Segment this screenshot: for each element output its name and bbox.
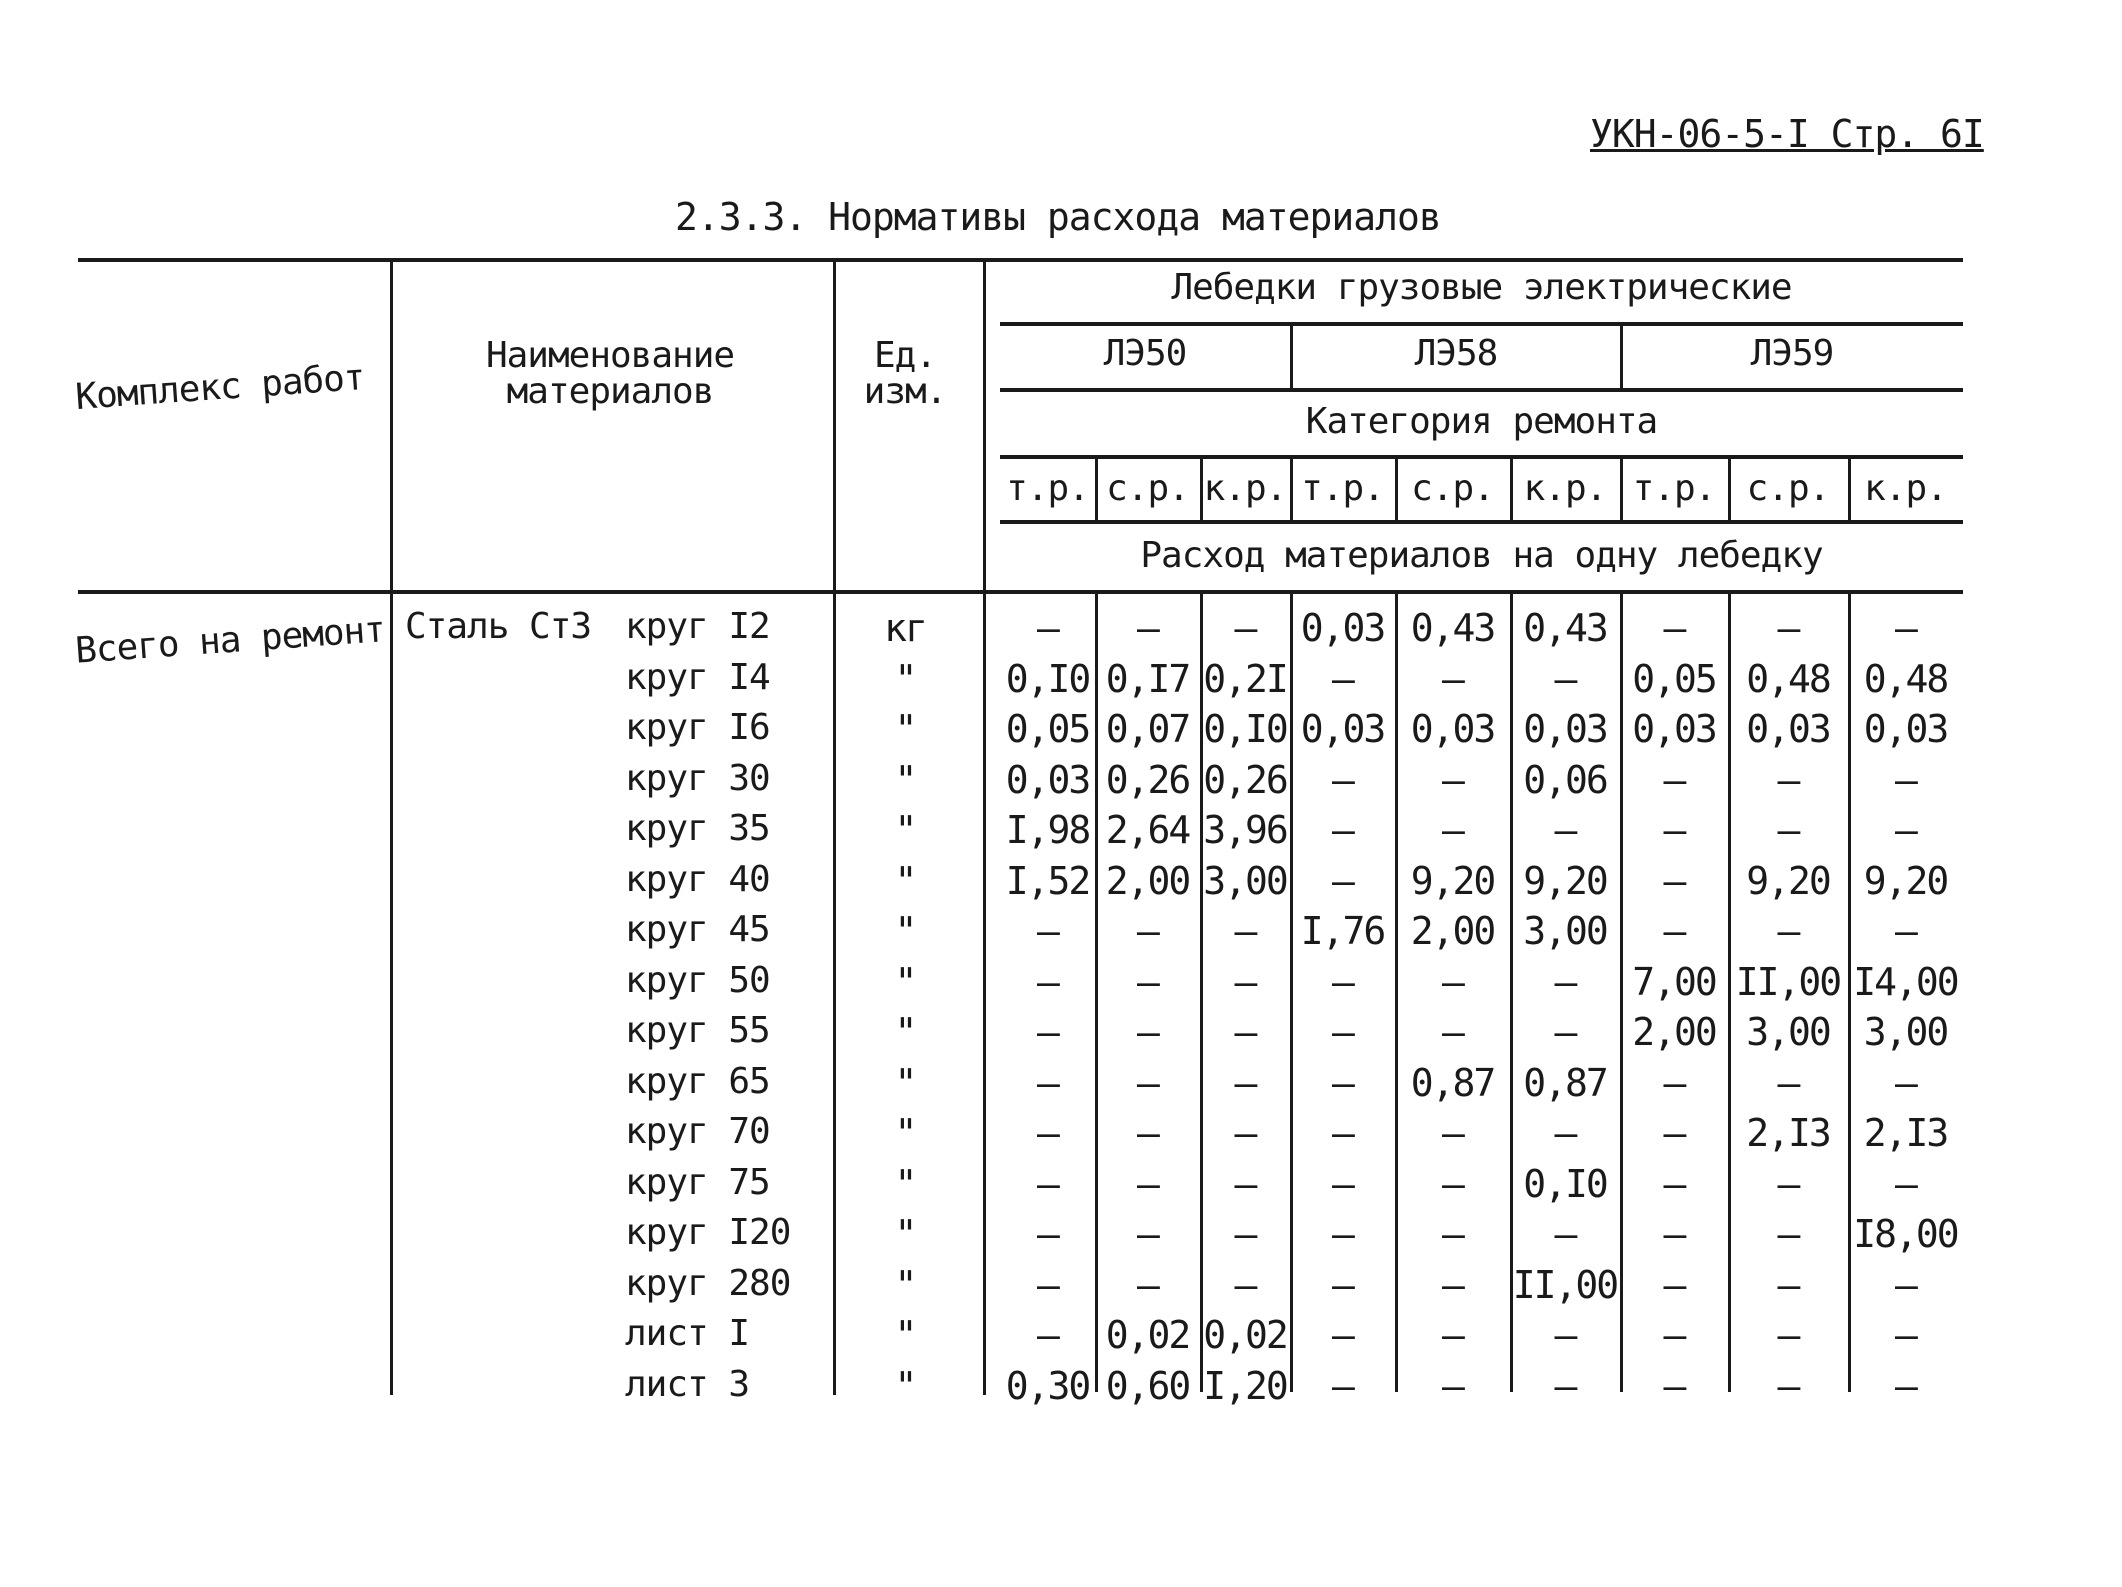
value-cell: – xyxy=(1895,1313,1916,1357)
value-cell: I4,00 xyxy=(1853,959,1958,1004)
value-cell: – xyxy=(1442,808,1463,852)
value-cell: 0,03 xyxy=(1005,757,1090,802)
row-unit: " xyxy=(894,808,916,852)
value-cell: 2,I3 xyxy=(1746,1111,1830,1155)
value-cell: 0,03 xyxy=(1746,707,1830,751)
document-reference: УКН-06-5-I Стр. 6I xyxy=(1590,112,1984,156)
row-item-label: круг 65 xyxy=(625,1060,770,1102)
value-cell: 2,00 xyxy=(1410,909,1495,953)
value-cell: 7,00 xyxy=(1632,959,1716,1004)
header-model-le58: ЛЭ58 xyxy=(1414,333,1498,374)
value-cell: 0,30 xyxy=(1005,1363,1090,1408)
row-item-label: круг 55 xyxy=(625,1010,770,1051)
value-cell: – xyxy=(1895,1161,1916,1206)
row-unit: " xyxy=(894,1262,916,1307)
value-cell: – xyxy=(1442,959,1463,1004)
value-cell: – xyxy=(1137,1161,1158,1206)
value-cell: – xyxy=(1234,1111,1256,1155)
value-cell: – xyxy=(1777,808,1799,852)
value-cell: – xyxy=(1234,606,1256,650)
subcols-top-rule xyxy=(1000,455,1963,459)
subcol-header-5: к.р. xyxy=(1523,468,1607,509)
subcols-bottom-rule xyxy=(1000,520,1963,524)
value-cell: – xyxy=(1037,1161,1058,1206)
subcol-sep-8 xyxy=(1848,457,1851,520)
value-cell: – xyxy=(1234,1212,1256,1256)
value-cell: – xyxy=(1777,606,1799,650)
value-cell: – xyxy=(1895,909,1916,953)
category-rule xyxy=(1000,388,1963,392)
subcol-sep-5 xyxy=(1510,457,1513,520)
value-cell: 2,00 xyxy=(1105,858,1190,903)
value-cell: – xyxy=(1442,1212,1463,1256)
value-cell: 2,64 xyxy=(1105,808,1190,852)
header-unit-line2: изм. xyxy=(863,371,947,412)
value-cell: 0,03 xyxy=(1863,707,1948,751)
value-cell: – xyxy=(1554,959,1576,1004)
row-item-label: круг 35 xyxy=(625,808,770,849)
value-cell: 3,00 xyxy=(1523,909,1607,953)
models-rule xyxy=(1000,322,1963,326)
value-cell: – xyxy=(1137,959,1158,1004)
header-category: Категория ремонта xyxy=(1305,401,1658,442)
row-unit: " xyxy=(894,1111,916,1155)
value-cell: – xyxy=(1037,959,1058,1004)
value-cell: – xyxy=(1442,1363,1463,1408)
value-cell: – xyxy=(1137,909,1158,953)
value-cell: – xyxy=(1037,1010,1058,1054)
value-cell: 0,26 xyxy=(1105,757,1190,802)
row-item-label: круг 280 xyxy=(625,1262,791,1304)
row-group-material: Сталь Ст3 xyxy=(405,606,592,647)
value-cell: 0,02 xyxy=(1203,1313,1287,1357)
header-group: Лебедки грузовые электрические xyxy=(1171,267,1792,308)
value-cell: – xyxy=(1332,1313,1353,1357)
value-cell: – xyxy=(1332,959,1353,1004)
row-item-label: круг I20 xyxy=(625,1212,791,1253)
value-cell: 3,00 xyxy=(1863,1010,1948,1054)
row-unit: " xyxy=(894,1363,916,1408)
value-cell: – xyxy=(1442,757,1463,802)
value-cell: 3,00 xyxy=(1203,858,1287,903)
col-sep-material xyxy=(833,260,836,1395)
value-cell: 2,00 xyxy=(1632,1010,1716,1054)
value-cell: 0,43 xyxy=(1523,606,1607,650)
section-title: 2.3.3. Нормативы расхода материалов xyxy=(675,195,1441,239)
row-unit: " xyxy=(894,1161,916,1206)
value-cell: – xyxy=(1442,1161,1463,1206)
subcol-header-7: с.р. xyxy=(1746,468,1830,509)
value-cell: – xyxy=(1663,1262,1685,1307)
value-cell: – xyxy=(1037,1111,1058,1155)
row-item-label: круг I2 xyxy=(625,606,770,647)
row-unit: " xyxy=(894,959,916,1004)
value-cell: – xyxy=(1663,1060,1685,1105)
value-cell: – xyxy=(1442,1010,1463,1054)
value-cell: I,76 xyxy=(1300,909,1385,953)
subcol-header-6: т.р. xyxy=(1632,468,1716,509)
row-item-label: круг I4 xyxy=(625,656,770,698)
row-unit: " xyxy=(894,1060,916,1105)
value-cell: – xyxy=(1895,606,1916,650)
row-item-label: круг 50 xyxy=(625,959,770,1001)
value-cell: I,20 xyxy=(1203,1363,1287,1408)
row-unit: " xyxy=(894,707,916,751)
value-cell: 9,20 xyxy=(1746,858,1830,903)
value-cell: – xyxy=(1554,1111,1576,1155)
row-unit: " xyxy=(894,1010,916,1054)
value-cell: 0,03 xyxy=(1523,707,1607,751)
value-cell: – xyxy=(1663,808,1685,852)
value-cell: 0,07 xyxy=(1105,707,1190,751)
value-cell: – xyxy=(1137,1212,1158,1256)
value-cell: – xyxy=(1554,656,1576,701)
value-cell: – xyxy=(1895,757,1916,802)
value-cell: 0,I0 xyxy=(1203,707,1287,751)
value-cell: 0,I0 xyxy=(1523,1161,1607,1206)
value-cell: 0,I7 xyxy=(1105,656,1190,701)
value-cell: – xyxy=(1234,909,1256,953)
row-item-label: круг 70 xyxy=(625,1111,770,1152)
subcol-sep-7 xyxy=(1728,457,1731,520)
value-cell: – xyxy=(1663,757,1685,802)
value-cell: – xyxy=(1554,1010,1576,1054)
value-cell: – xyxy=(1332,1060,1353,1105)
value-cell: 0,43 xyxy=(1410,606,1495,650)
value-cell: 0,48 xyxy=(1746,656,1830,701)
value-cell: – xyxy=(1332,656,1353,701)
subcol-header-3: т.р. xyxy=(1301,468,1384,509)
value-cell: – xyxy=(1777,1313,1799,1357)
value-cell: – xyxy=(1895,1363,1916,1408)
value-cell: – xyxy=(1663,606,1685,650)
value-cell: – xyxy=(1777,909,1799,953)
row-unit: " xyxy=(894,1212,916,1256)
value-cell: – xyxy=(1234,1262,1256,1307)
value-cell: – xyxy=(1663,1363,1685,1408)
value-cell: 0,03 xyxy=(1300,606,1385,650)
value-cell: 2,I3 xyxy=(1863,1111,1948,1155)
value-cell: – xyxy=(1332,1111,1353,1155)
value-cell: – xyxy=(1234,1161,1256,1206)
subcol-header-4: с.р. xyxy=(1411,468,1494,509)
value-cell: I,98 xyxy=(1005,808,1090,852)
subcol-header-2: к.р. xyxy=(1203,468,1287,509)
col-sep-complex xyxy=(390,260,393,1395)
header-material-name-line1: Наименование xyxy=(485,335,735,376)
value-cell: 0,06 xyxy=(1523,757,1607,802)
value-cell: – xyxy=(1554,1212,1576,1256)
value-cell: – xyxy=(1663,1161,1685,1206)
value-cell: – xyxy=(1037,909,1058,953)
value-cell: – xyxy=(1895,1262,1916,1307)
value-cell: – xyxy=(1777,1060,1799,1105)
value-cell: – xyxy=(1663,909,1685,953)
value-cell: – xyxy=(1234,1010,1256,1054)
value-cell: – xyxy=(1777,1262,1799,1307)
subcol-sep-4 xyxy=(1395,457,1398,520)
row-group-complex: Всего на ремонт xyxy=(73,609,387,672)
row-item-label: лист I xyxy=(625,1313,750,1354)
value-cell: – xyxy=(1895,1060,1916,1105)
value-cell: 0,05 xyxy=(1632,656,1716,701)
value-cell: – xyxy=(1442,1262,1463,1307)
value-cell: 3,96 xyxy=(1203,808,1287,852)
table-top-rule xyxy=(78,258,1963,262)
value-cell: – xyxy=(1137,1060,1158,1105)
value-cell: – xyxy=(1777,757,1799,802)
value-cell: 0,60 xyxy=(1105,1363,1190,1408)
value-cell: – xyxy=(1332,1363,1353,1408)
value-cell: 0,05 xyxy=(1005,707,1090,751)
value-cell: – xyxy=(1663,1111,1685,1155)
value-cell: 0,03 xyxy=(1410,707,1495,751)
value-cell: – xyxy=(1554,808,1576,852)
value-cell: I,52 xyxy=(1005,858,1090,903)
value-cell: – xyxy=(1037,1212,1058,1256)
value-cell: 0,03 xyxy=(1632,707,1716,751)
value-cell: – xyxy=(1037,606,1058,650)
value-cell: – xyxy=(1663,858,1685,903)
row-unit: " xyxy=(894,858,916,903)
value-cell: – xyxy=(1332,1212,1353,1256)
value-cell: 0,87 xyxy=(1523,1060,1607,1105)
value-cell: II,00 xyxy=(1512,1262,1618,1307)
col-sep-unit xyxy=(983,260,986,1395)
value-cell: – xyxy=(1777,1212,1799,1256)
value-cell: 0,26 xyxy=(1203,757,1287,802)
value-cell: – xyxy=(1777,1161,1799,1206)
value-cell: – xyxy=(1037,1060,1058,1105)
row-item-label: круг 75 xyxy=(625,1161,770,1203)
header-complex: Комплекс работ xyxy=(74,356,366,419)
value-cell: – xyxy=(1332,1010,1353,1054)
value-cell: – xyxy=(1777,1363,1799,1408)
row-item-label: лист 3 xyxy=(625,1363,750,1405)
row-unit: кг xyxy=(884,606,926,650)
row-unit: " xyxy=(894,1313,916,1357)
row-unit: " xyxy=(894,656,916,701)
row-item-label: круг 30 xyxy=(625,757,770,799)
value-cell: – xyxy=(1137,1262,1158,1307)
value-cell: – xyxy=(1137,1111,1158,1155)
subcol-sep-3 xyxy=(1290,457,1293,520)
value-cell: – xyxy=(1554,1313,1576,1357)
header-unit-line1: Ед. xyxy=(873,335,937,376)
value-cell: 0,03 xyxy=(1300,707,1385,751)
value-cell: – xyxy=(1895,808,1916,852)
subcol-sep-1 xyxy=(1095,457,1098,520)
header-bottom-rule xyxy=(78,590,1963,594)
row-unit: " xyxy=(894,909,916,953)
subcol-sep-2 xyxy=(1200,457,1203,520)
value-cell: 0,48 xyxy=(1863,656,1948,701)
value-cell: 9,20 xyxy=(1863,858,1948,903)
value-cell: – xyxy=(1663,1313,1685,1357)
value-cell: – xyxy=(1554,1363,1576,1408)
value-cell: 9,20 xyxy=(1410,858,1495,903)
header-model-le59: ЛЭ59 xyxy=(1750,333,1834,374)
header-consumption: Расход материалов на одну лебедку xyxy=(1140,535,1823,576)
value-cell: 0,I0 xyxy=(1005,656,1090,701)
value-cell: – xyxy=(1442,1111,1463,1155)
value-cell: 0,02 xyxy=(1105,1313,1190,1357)
value-cell: – xyxy=(1234,959,1256,1004)
row-item-label: круг 45 xyxy=(625,909,770,950)
value-cell: – xyxy=(1234,1060,1256,1105)
value-cell: – xyxy=(1332,1262,1353,1307)
value-cell: – xyxy=(1442,1313,1463,1357)
row-item-label: круг I6 xyxy=(625,707,770,748)
subcol-header-0: т.р. xyxy=(1006,468,1089,509)
header-model-le50: ЛЭ50 xyxy=(1103,333,1187,374)
subcol-header-1: с.р. xyxy=(1106,468,1189,509)
value-cell: – xyxy=(1137,606,1158,650)
value-cell: 3,00 xyxy=(1746,1010,1830,1054)
value-cell: 9,20 xyxy=(1523,858,1607,903)
value-cell: – xyxy=(1442,656,1463,701)
value-cell: – xyxy=(1037,1313,1058,1357)
value-cell: – xyxy=(1037,1262,1058,1307)
value-cell: – xyxy=(1332,757,1353,802)
value-cell: – xyxy=(1332,858,1353,903)
row-item-label: круг 40 xyxy=(625,858,770,900)
value-cell: – xyxy=(1332,1161,1353,1206)
value-cell: I8,00 xyxy=(1853,1212,1958,1256)
row-unit: " xyxy=(894,757,916,802)
subcol-sep-6 xyxy=(1620,457,1623,520)
value-cell: – xyxy=(1332,808,1353,852)
subcol-header-8: к.р. xyxy=(1864,468,1947,509)
header-material-name-line2: материалов xyxy=(506,371,714,412)
value-cell: – xyxy=(1663,1212,1685,1256)
value-cell: 0,2I xyxy=(1203,656,1287,701)
value-cell: II,00 xyxy=(1735,959,1841,1004)
value-cell: – xyxy=(1137,1010,1158,1054)
value-cell: 0,87 xyxy=(1410,1060,1495,1105)
